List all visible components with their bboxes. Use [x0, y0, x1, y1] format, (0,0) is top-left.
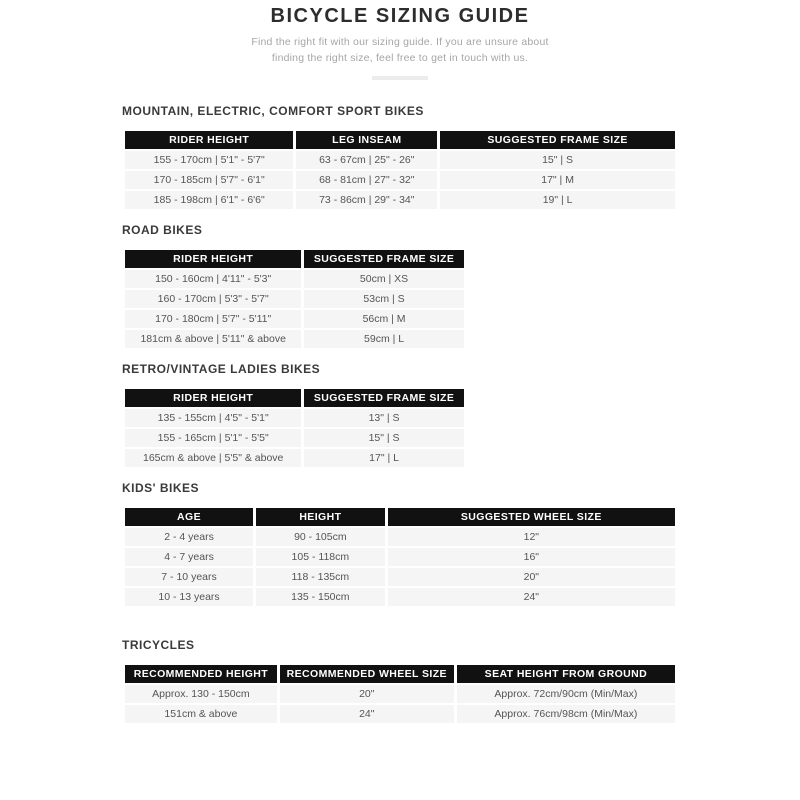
table-row	[124, 448, 466, 468]
table-header-row	[124, 664, 677, 684]
table-cell: 63 - 67cm | 25" - 26"	[295, 150, 439, 170]
column-header: RECOMMENDED HEIGHT	[124, 664, 279, 684]
table-cell: 155 - 165cm | 5'1" - 5'5"	[124, 428, 303, 448]
table-row	[124, 170, 677, 190]
table-cell: 170 - 180cm | 5'7" - 5'11"	[124, 309, 303, 329]
table-cell: 20"	[278, 684, 455, 704]
page-subtitle	[0, 35, 800, 66]
retro-vintage-ladies-bikes-sizing-table	[122, 387, 467, 469]
subtitle-line-2: finding the right size, feel free to get in touch with us.	[271, 51, 529, 64]
page-title: BICYCLE SIZING GUIDE	[270, 5, 530, 27]
kids-bikes-sizing-table	[122, 506, 678, 608]
table-row	[124, 309, 466, 329]
table-cell: 59cm | L	[303, 329, 465, 349]
table-row	[124, 289, 466, 309]
table-cell: 17" | L	[303, 448, 465, 468]
table-cell: 90 - 105cm	[255, 527, 387, 547]
table-cell: 105 - 118cm	[255, 547, 387, 567]
section-kids-bikes	[122, 481, 678, 608]
column-header: SUGGESTED FRAME SIZE	[303, 388, 465, 408]
table-cell: 118 - 135cm	[255, 567, 387, 587]
table-cell: Approx. 72cm/90cm (Min/Max)	[455, 684, 676, 704]
content-area	[122, 104, 678, 725]
table-cell: 53cm | S	[303, 289, 465, 309]
table-cell: 12"	[386, 527, 676, 547]
column-header: HEIGHT	[255, 507, 387, 527]
header-divider	[372, 76, 428, 80]
table-cell: 160 - 170cm | 5'3" - 5'7"	[124, 289, 303, 309]
section-retro-vintage-ladies-bikes	[122, 362, 678, 469]
table-cell: 24"	[278, 704, 455, 724]
column-header: RIDER HEIGHT	[124, 130, 295, 150]
table-cell: 73 - 86cm | 29" - 34"	[295, 190, 439, 210]
tricycles-sizing-table	[122, 663, 678, 725]
column-header: LEG INSEAM	[295, 130, 439, 150]
table-row	[124, 587, 677, 607]
table-row	[124, 684, 677, 704]
table-cell: 19" | L	[439, 190, 677, 210]
column-header: SUGGESTED FRAME SIZE	[303, 249, 465, 269]
table-cell: 24"	[386, 587, 676, 607]
subtitle-line-1: Find the right fit with our sizing guide. If you are unsure about	[251, 36, 549, 48]
section-heading: ROAD BIKES	[122, 223, 203, 237]
table-cell: 170 - 185cm | 5'7" - 6'1"	[124, 170, 295, 190]
table-row	[124, 567, 677, 587]
table-cell: 135 - 155cm | 4'5" - 5'1"	[124, 408, 303, 428]
table-cell: 56cm | M	[303, 309, 465, 329]
table-cell: 15" | S	[439, 150, 677, 170]
table-header-row	[124, 388, 466, 408]
table-row	[124, 150, 677, 170]
table-header-row	[124, 507, 677, 527]
section-heading: TRICYCLES	[122, 638, 195, 652]
section-tricycles	[122, 638, 678, 725]
table-cell: 155 - 170cm | 5'1" - 5'7"	[124, 150, 295, 170]
table-cell: 181cm & above | 5'11" & above	[124, 329, 303, 349]
section-heading: RETRO/VINTAGE LADIES BIKES	[122, 362, 321, 376]
table-row	[124, 408, 466, 428]
table-cell: Approx. 76cm/98cm (Min/Max)	[455, 704, 676, 724]
mountain-bikes-sizing-table	[122, 129, 678, 211]
column-header: SEAT HEIGHT FROM GROUND	[455, 664, 676, 684]
table-cell: 16"	[386, 547, 676, 567]
table-cell: 185 - 198cm | 6'1" - 6'6"	[124, 190, 295, 210]
table-cell: 17" | M	[439, 170, 677, 190]
table-cell: 68 - 81cm | 27" - 32"	[295, 170, 439, 190]
column-header: RIDER HEIGHT	[124, 249, 303, 269]
table-cell: 10 - 13 years	[124, 587, 255, 607]
page-header	[0, 0, 800, 80]
table-row	[124, 269, 466, 289]
section-mountain-electric-comfort-bikes	[122, 104, 678, 211]
table-cell: 13" | S	[303, 408, 465, 428]
table-header-row	[124, 249, 466, 269]
table-row	[124, 527, 677, 547]
table-cell: 135 - 150cm	[255, 587, 387, 607]
table-cell: 4 - 7 years	[124, 547, 255, 567]
table-header-row	[124, 130, 677, 150]
column-header: SUGGESTED FRAME SIZE	[439, 130, 677, 150]
column-header: SUGGESTED WHEEL SIZE	[386, 507, 676, 527]
table-row	[124, 428, 466, 448]
column-header: RECOMMENDED WHEEL SIZE	[278, 664, 455, 684]
section-road-bikes	[122, 223, 678, 350]
table-cell: 7 - 10 years	[124, 567, 255, 587]
table-row	[124, 329, 466, 349]
table-row	[124, 190, 677, 210]
table-cell: 150 - 160cm | 4'11" - 5'3"	[124, 269, 303, 289]
table-row	[124, 547, 677, 567]
column-header: RIDER HEIGHT	[124, 388, 303, 408]
table-cell: 151cm & above	[124, 704, 279, 724]
section-heading: KIDS' BIKES	[122, 481, 200, 495]
section-heading: MOUNTAIN, ELECTRIC, COMFORT SPORT BIKES	[122, 104, 424, 118]
table-cell: 165cm & above | 5'5" & above	[124, 448, 303, 468]
table-cell: 15" | S	[303, 428, 465, 448]
table-row	[124, 704, 677, 724]
table-cell: 20"	[386, 567, 676, 587]
table-cell: 50cm | XS	[303, 269, 465, 289]
road-bikes-sizing-table	[122, 248, 467, 350]
column-header: AGE	[124, 507, 255, 527]
table-cell: Approx. 130 - 150cm	[124, 684, 279, 704]
table-cell: 2 - 4 years	[124, 527, 255, 547]
